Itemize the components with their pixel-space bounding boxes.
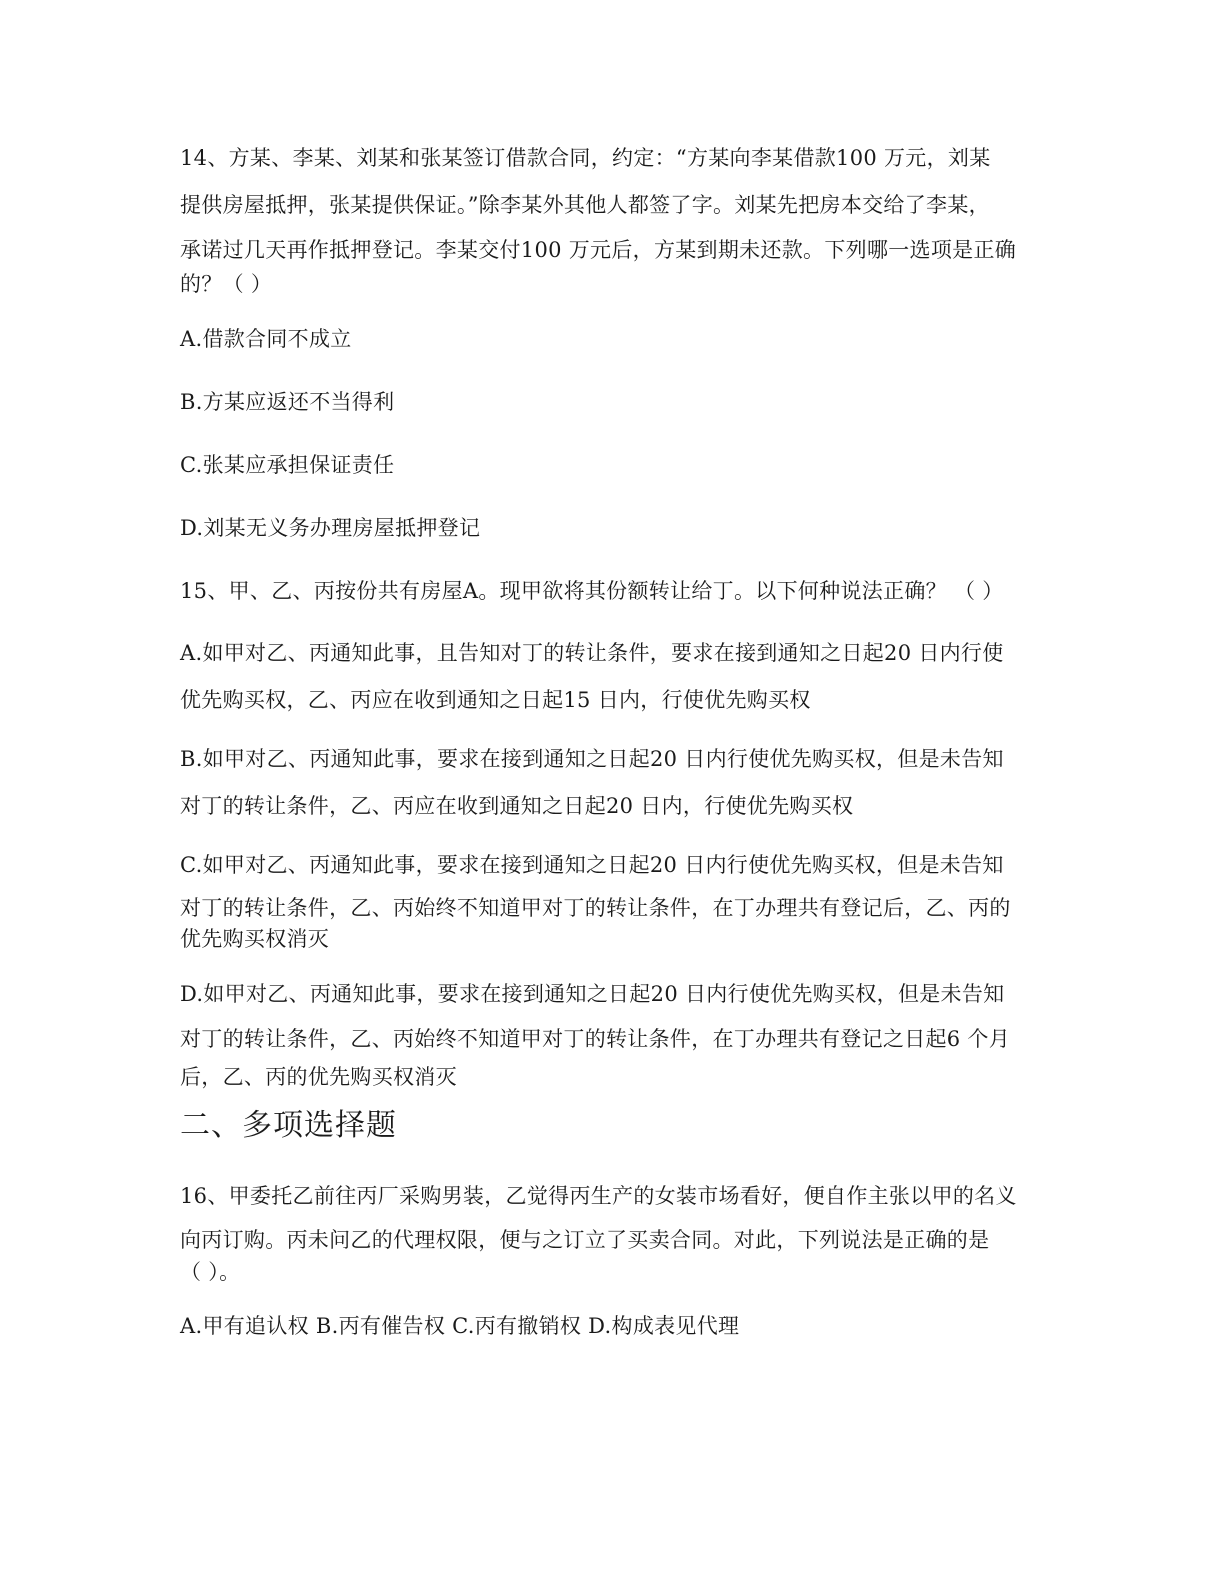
section-heading-multiple-choice: 二、多项选择题 — [180, 1108, 397, 1143]
q15-option-c-line-3: 优先购买权消灭 — [180, 927, 330, 951]
q16-stem-line-3: （ ）。 — [180, 1260, 241, 1284]
q15-option-d-line-2: 对丁的转让条件，乙、丙始终不知道甲对丁的转让条件，在丁办理共有登记之日起6 个月 — [180, 1027, 1011, 1051]
q16-stem-line-1: 16、甲委托乙前往丙厂采购男装，乙觉得丙生产的女装市场看好，便自作主张以甲的名义 — [180, 1184, 1017, 1208]
q14-stem-line-3: 承诺过几天再作抵押登记。李某交付100 万元后，方某到期未还款。下列哪一选项是正确 — [180, 238, 1017, 262]
q14-stem-line-2: 提供房屋抵押，张某提供保证。”除李某外其他人都签了字。刘某先把房本交给了李某， — [180, 193, 990, 217]
q15-option-d-line-3: 后，乙、丙的优先购买权消灭 — [180, 1065, 457, 1089]
q16-options: A.甲有追认权 B.丙有催告权 C.丙有撤销权 D.构成表见代理 — [180, 1314, 740, 1338]
q15-option-a-line-1: A.如甲对乙、丙通知此事，且告知对丁的转让条件，要求在接到通知之日起20 日内行使 — [180, 641, 1004, 665]
q15-option-c-line-1: C.如甲对乙、丙通知此事，要求在接到通知之日起20 日内行使优先购买权，但是未告知 — [180, 853, 1004, 877]
q14-stem-line-1: 14、方某、李某、刘某和张某签订借款合同，约定：“方某向李某借款100 万元，刘某 — [180, 146, 991, 170]
q14-stem-line-4: 的？（ ） — [180, 272, 273, 296]
q15-stem: 15、甲、乙、丙按份共有房屋A。现甲欲将其份额转让给丁。以下何种说法正确？ （ ） — [180, 579, 1004, 603]
q15-option-a-line-2: 优先购买权，乙、丙应在收到通知之日起15 日内，行使优先购买权 — [180, 688, 811, 712]
q15-option-c-line-2: 对丁的转让条件，乙、丙始终不知道甲对丁的转让条件，在丁办理共有登记后，乙、丙的 — [180, 896, 1011, 920]
q15-option-b-line-1: B.如甲对乙、丙通知此事，要求在接到通知之日起20 日内行使优先购买权，但是未告知 — [180, 747, 1004, 771]
q14-option-c: C.张某应承担保证责任 — [180, 453, 395, 477]
q15-option-d-line-1: D.如甲对乙、丙通知此事，要求在接到通知之日起20 日内行使优先购买权，但是未告知 — [180, 982, 1005, 1006]
q14-option-a: A.借款合同不成立 — [180, 327, 352, 351]
q16-stem-line-2: 向丙订购。丙未问乙的代理权限，便与之订立了买卖合同。对此，下列说法是正确的是 — [180, 1228, 990, 1252]
q14-option-d: D.刘某无义务办理房屋抵押登记 — [180, 516, 481, 540]
q14-option-b: B.方某应返还不当得利 — [180, 390, 395, 414]
q15-option-b-line-2: 对丁的转让条件，乙、丙应在收到通知之日起20 日内，行使优先购买权 — [180, 794, 854, 818]
